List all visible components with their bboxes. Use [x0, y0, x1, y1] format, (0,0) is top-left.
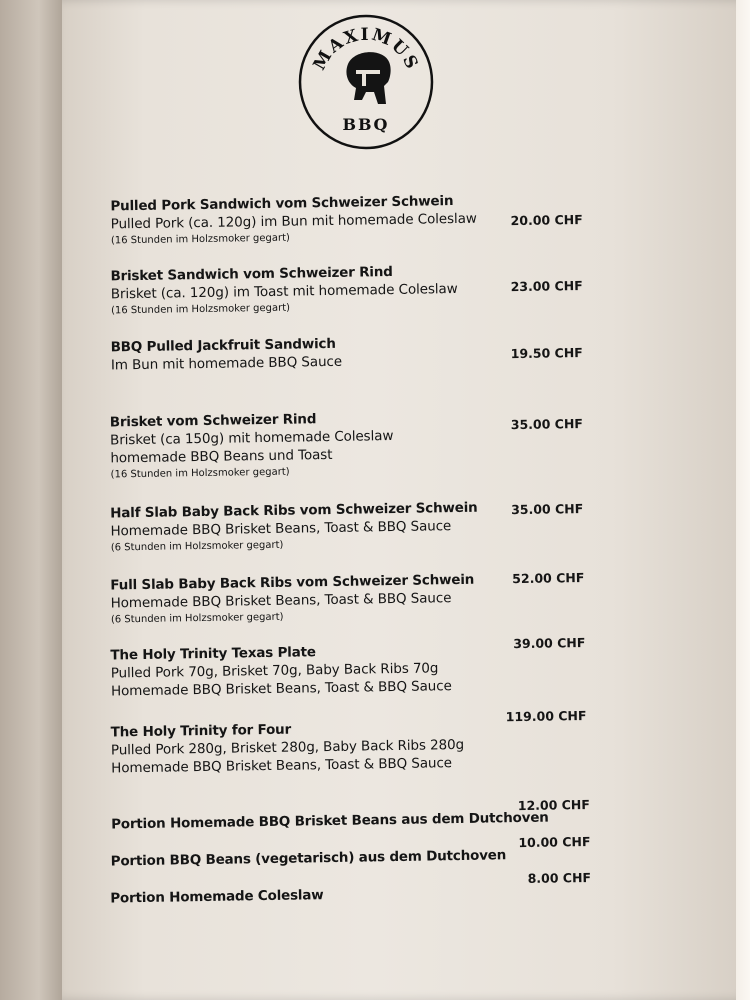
menu-item-price: 23.00 CHF	[510, 277, 583, 295]
menu-item-title: The Holy Trinity Texas Plate	[110, 644, 316, 664]
menu-item-description: Homemade BBQ Brisket Beans, Toast & BBQ Sauce	[110, 590, 452, 612]
menu-item-title: Brisket vom Schweizer Rind	[109, 411, 317, 431]
menu-item-price: 35.00 CHF	[510, 416, 584, 433]
menu-item-title: Portion BBQ Beans (vegetarisch) aus dem Dutchoven	[110, 847, 507, 870]
menu-item-title: Portion Homemade Coleslaw	[110, 887, 324, 907]
menu-item-description: Pulled Pork (ca. 120g) im Bun mit homemade Coleslaw	[110, 210, 477, 233]
menu-item-price: 35.00 CHF	[511, 501, 584, 518]
menu-item-note: (16 Stunden im Holzsmoker gegart)	[110, 302, 291, 317]
menu-item-title: Pulled Pork Sandwich vom Schweizer Schwein	[110, 193, 454, 215]
menu-item-description: Brisket (ca 150g) mit homemade Coleslaw	[109, 427, 394, 449]
menu-item-price: 8.00 CHF	[527, 869, 592, 886]
menu-item-title: Full Slab Baby Back Ribs vom Schweizer Schwein	[110, 571, 475, 594]
menu-item-description: homemade BBQ Beans und Toast	[110, 446, 333, 467]
logo-text-bottom: BBQ	[342, 115, 390, 134]
menu-item-price: 19.50 CHF	[510, 345, 583, 362]
menu-item-price: 20.00 CHF	[510, 211, 583, 229]
menu-item-note: (16 Stunden im Holzsmoker gegart)	[110, 232, 291, 247]
menu-item-title: Brisket Sandwich vom Schweizer Rind	[110, 263, 393, 285]
menu-item-description: Homemade BBQ Brisket Beans, Toast & BBQ Sauce	[110, 678, 452, 700]
menu-item-price: 39.00 CHF	[513, 635, 586, 652]
menu-item-title: BBQ Pulled Jackfruit Sandwich	[110, 335, 336, 356]
menu-item-price: 12.00 CHF	[517, 796, 590, 814]
menu-item-description: Homemade BBQ Brisket Beans, Toast & BBQ Sauce	[110, 518, 452, 540]
menu-item-description: Homemade BBQ Brisket Beans, Toast & BBQ Sauce	[111, 755, 453, 777]
menu-item-title: Portion Homemade BBQ Brisket Beans aus dem Dutchoven	[111, 809, 549, 833]
menu-item-description: Pulled Pork 70g, Brisket 70g, Baby Back Ribs 70g	[110, 660, 439, 682]
menu-item-note: (6 Stunden im Holzsmoker gegart)	[110, 539, 284, 554]
menu-item-title: The Holy Trinity for Four	[110, 721, 292, 741]
menu-item-note: (6 Stunden im Holzsmoker gegart)	[110, 611, 284, 626]
menu-item-title: Half Slab Baby Back Ribs vom Schweizer Schwein	[110, 499, 478, 522]
menu-item-description: Brisket (ca. 120g) im Toast mit homemade Coleslaw	[110, 280, 458, 303]
menu-item-note: (16 Stunden im Holzsmoker gegart)	[110, 466, 290, 481]
menu-item-price: 119.00 CHF	[505, 707, 587, 725]
menu-item-price: 52.00 CHF	[512, 570, 585, 587]
menu-item-holy-trinity-four	[111, 715, 632, 777]
menu-item-price: 10.00 CHF	[518, 833, 591, 851]
menu-item-description: Im Bun mit homemade BBQ Sauce	[110, 353, 343, 374]
menu-item-description: Pulled Pork 280g, Brisket 280g, Baby Back Ribs 280g	[110, 736, 465, 759]
logo-text-top: MAXIMUS	[309, 24, 423, 74]
